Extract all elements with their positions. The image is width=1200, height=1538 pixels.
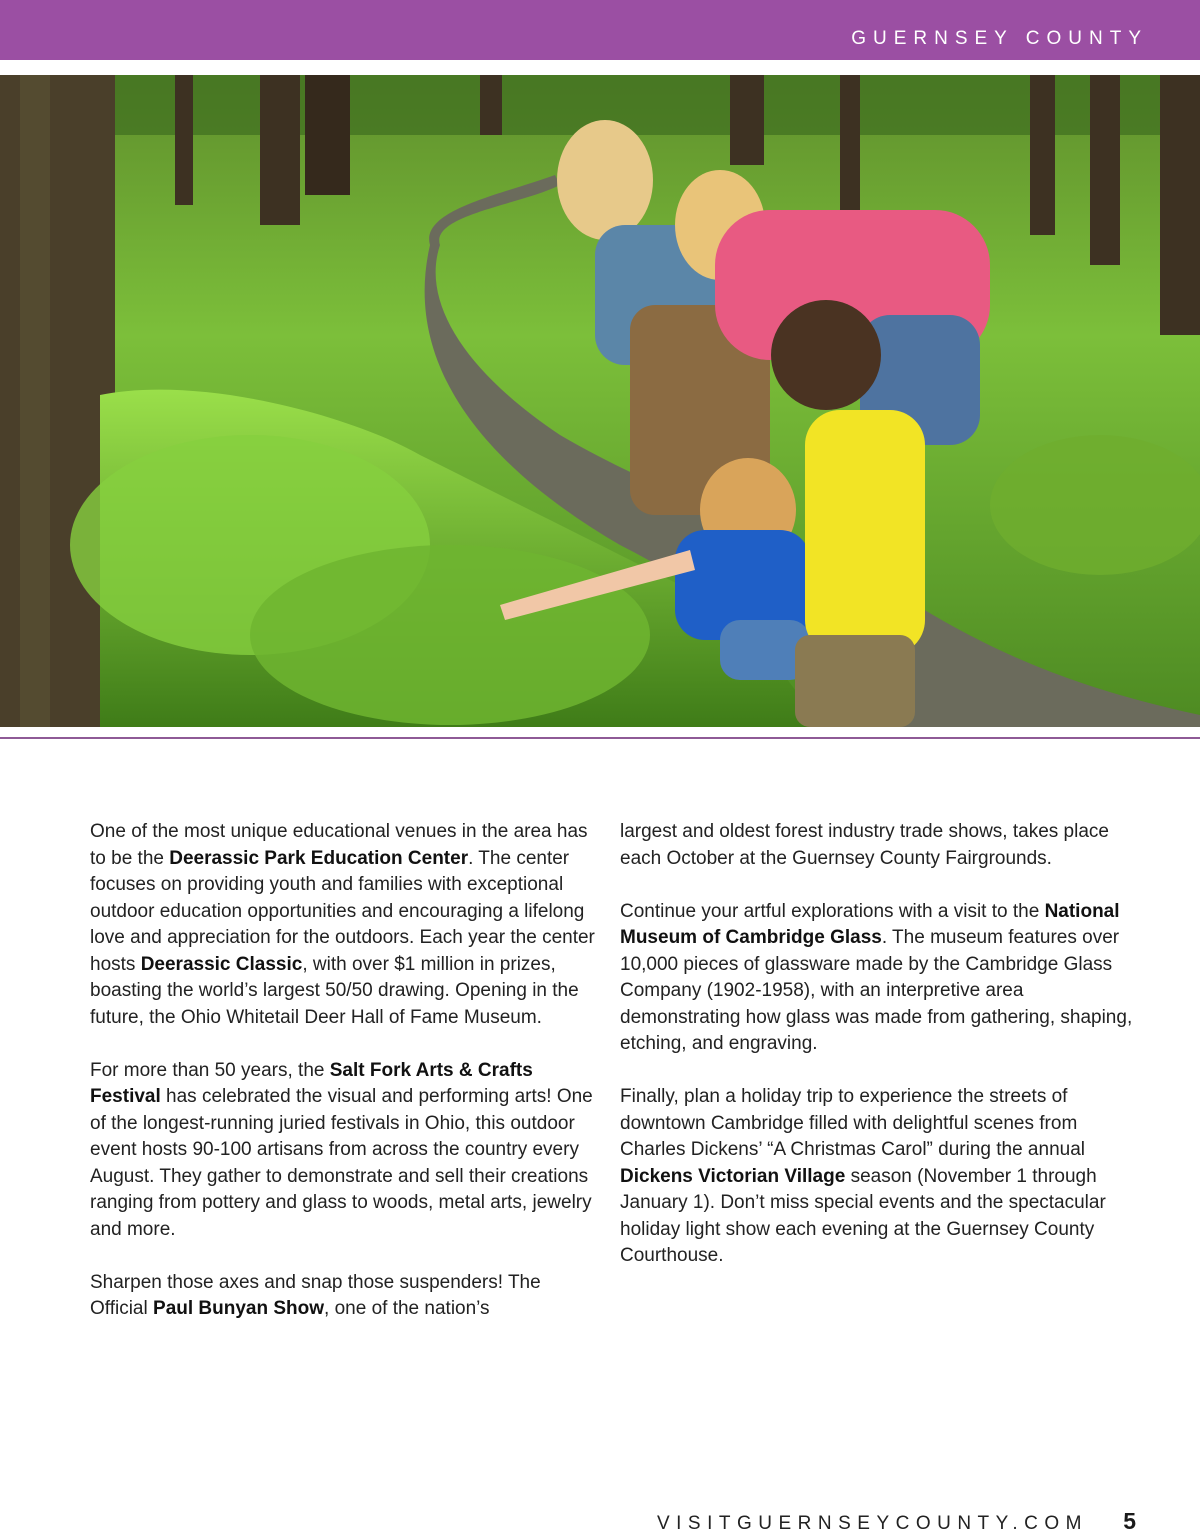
section-title: GUERNSEY COUNTY bbox=[851, 28, 1148, 49]
paragraph-cambridge-glass: Continue your artful explorations with a visit to the National Museum of Cambridge Glass. The museum features over 10,000 pieces of glassware made by the Cambridge Glass Company (1902-1958), with an interpretive area demonstrating how glass was made from gathering, shaping, etching, and engraving. bbox=[620, 900, 1133, 1054]
paragraph-trade-shows: largest and oldest forest industry trade shows, takes place each October at the Guernsey County Fairgrounds. bbox=[620, 821, 1109, 869]
highlight-paul-bunyan-show: Paul Bunyan Show bbox=[153, 1298, 325, 1319]
highlight-deerassic-park: Deerassic Park Education Center bbox=[169, 847, 469, 869]
website-link[interactable]: VISITGUERNSEYCOUNTY.COM bbox=[656, 1513, 1088, 1534]
highlight-cambridge-glass-museum: National Museum of Cambridge Glass bbox=[620, 900, 1120, 948]
highlight-dickens-village: Dickens Victorian Village bbox=[620, 1165, 846, 1187]
article-column-left bbox=[90, 819, 600, 1349]
forest-scene-illustration bbox=[0, 75, 1200, 727]
page-footer bbox=[0, 1508, 1200, 1538]
paragraph-dickens: Finally, plan a holiday trip to experience the streets of downtown Cambridge filled with delightful scenes from Charles Dickens’ “A Christmas Carol” during the annual Dickens Victorian Village season (November 1 through January 1). Don’t miss special events and the spectacular holiday light show each evening at the Guernsey County Courthouse. bbox=[620, 1086, 1106, 1266]
page-number: 5 bbox=[1123, 1508, 1136, 1534]
paragraph-paul-bunyan: Sharpen those axes and snap those suspenders! The Official Paul Bunyan Show, one of the nation’s bbox=[90, 1271, 541, 1319]
paragraph-salt-fork: For more than 50 years, the Salt Fork Arts & Crafts Festival has celebrated the visual and performing arts! One of the longest-running juried festivals in Ohio, this outdoor event hosts 90-100 artisans from across the country every August. They gather to demonstrate and sell their creations ranging from pottery and glass to woods, metal arts, jewelry and more. bbox=[90, 1059, 593, 1240]
hero-photo bbox=[0, 75, 1200, 727]
article-column-right bbox=[620, 819, 1140, 1296]
header-bar bbox=[0, 0, 1200, 60]
highlight-salt-fork-festival: Salt Fork Arts & Crafts Festival bbox=[90, 1059, 533, 1107]
paragraph-deerassic: One of the most unique educational venues in the area has to be the Deerassic Park Education Center. The center focuses on providing youth and families with exceptional outdoor education opportunities and encouraging a lifelong love and appreciation for the outdoors. Each year the center hosts Deerassic Classic, with over $1 million in prizes, boasting the world’s largest 50/50 drawing. Opening in the future, the Ohio Whitetail Deer Hall of Fame Museum. bbox=[90, 821, 595, 1028]
divider-rule bbox=[0, 737, 1200, 739]
highlight-deerassic-classic: Deerassic Classic bbox=[140, 953, 303, 975]
